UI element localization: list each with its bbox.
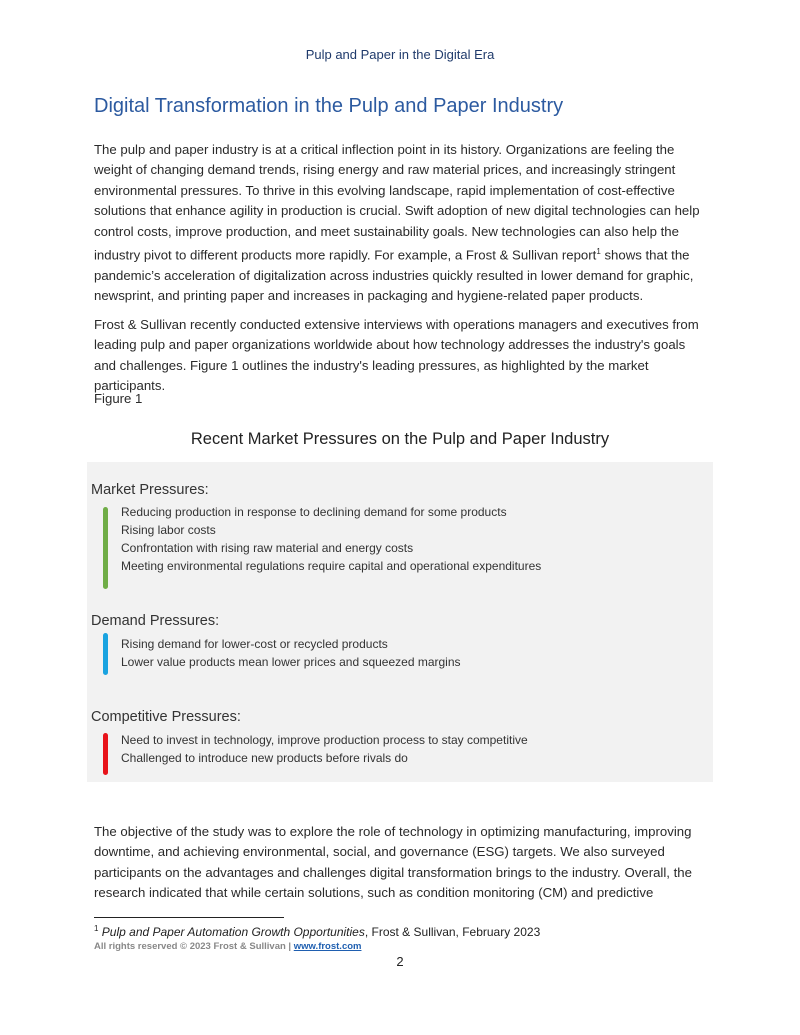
list-item: Need to invest in technology, improve production process to stay competitive [121,733,528,747]
list-item: Rising labor costs [121,523,216,537]
objective-paragraph: The objective of the study was to explore the role of technology in optimizing manufacturing, improving downtime, and achieving environmental, social, and governance (ESG) targets. We also surveyed participants on the advantages and challenges digital transformation brings to the industry. Overall, the research indicated that while certain solutions, such as condition monitoring (CM) and predictive [94,824,692,901]
study-paragraph: Frost & Sullivan recently conducted extensive interviews with operations managers and executives from leading pulp and paper organizations worldwide about how technology addresses the industry's goals and challenges. Figure 1 outlines the industry's leading pressures, as highlighted by the market participants. [94,317,699,394]
blue-accent-bar [103,633,108,675]
figure-label: Figure 1 [94,391,143,406]
pressures-figure [87,462,713,782]
page-number: 2 [396,954,404,969]
website-link[interactable]: www.frost.com [293,941,362,952]
pressure-list [121,635,461,671]
list-item: Meeting environmental regulations require capital and operational expenditures [121,559,542,573]
footnote-title: Pulp and Paper Automation Growth Opportunities [101,925,365,939]
footnote-mark: 1 [94,924,99,933]
page-title: Digital Transformation in the Pulp and Paper Industry [94,95,564,117]
intro-text-after-ref: shows that the pandemic’s acceleration of digitalization across industries quickly resulted in lower demand for graphic, newsprint, and printing paper and increases in packaging and hygiene-related paper products. [94,247,694,304]
group-title: Demand Pressures: [91,613,220,629]
group-title: Market Pressures: [91,482,209,498]
pressure-list [121,731,528,767]
footnote-reference[interactable]: 1 [596,247,601,257]
running-header: Pulp and Paper in the Digital Era [305,47,495,62]
footnote [94,924,540,939]
red-accent-bar [103,733,108,775]
copyright-text: All rights reserved © 2023 Frost & Sullivan | [94,941,294,952]
intro-text-before-ref: The pulp and paper industry is at a critical inflection point in its history. Organizations are feeling the weight of changing demand trends, rising energy and raw material prices, and increasingly stringent environmental pressures. To thrive in this evolving landscape, rapid implementation of cost-effective solutions that enhance agility in production is crucial. Swift adoption of new digital technologies can help control costs, improve production, and meet sustainability goals. New technologies can also help the industry pivot to different products more rapidly. For example, a Frost & Sullivan report [94,142,700,263]
list-item: Rising demand for lower-cost or recycled products [121,637,388,651]
pressure-list [121,503,541,575]
green-accent-bar [103,507,108,589]
figure-title: Recent Market Pressures on the Pulp and Paper Industry [190,430,610,448]
list-item: Confrontation with rising raw material and energy costs [121,541,414,555]
intro-paragraph [94,140,706,307]
footnote-source: , Frost & Sullivan, February 2023 [364,925,541,939]
list-item: Reducing production in response to declining demand for some products [121,505,507,519]
list-item: Lower value products mean lower prices and squeezed margins [121,655,461,669]
footnote-divider [94,917,284,918]
copyright-line [94,941,361,952]
group-title: Competitive Pressures: [91,709,241,725]
list-item: Challenged to introduce new products before rivals do [121,751,408,765]
